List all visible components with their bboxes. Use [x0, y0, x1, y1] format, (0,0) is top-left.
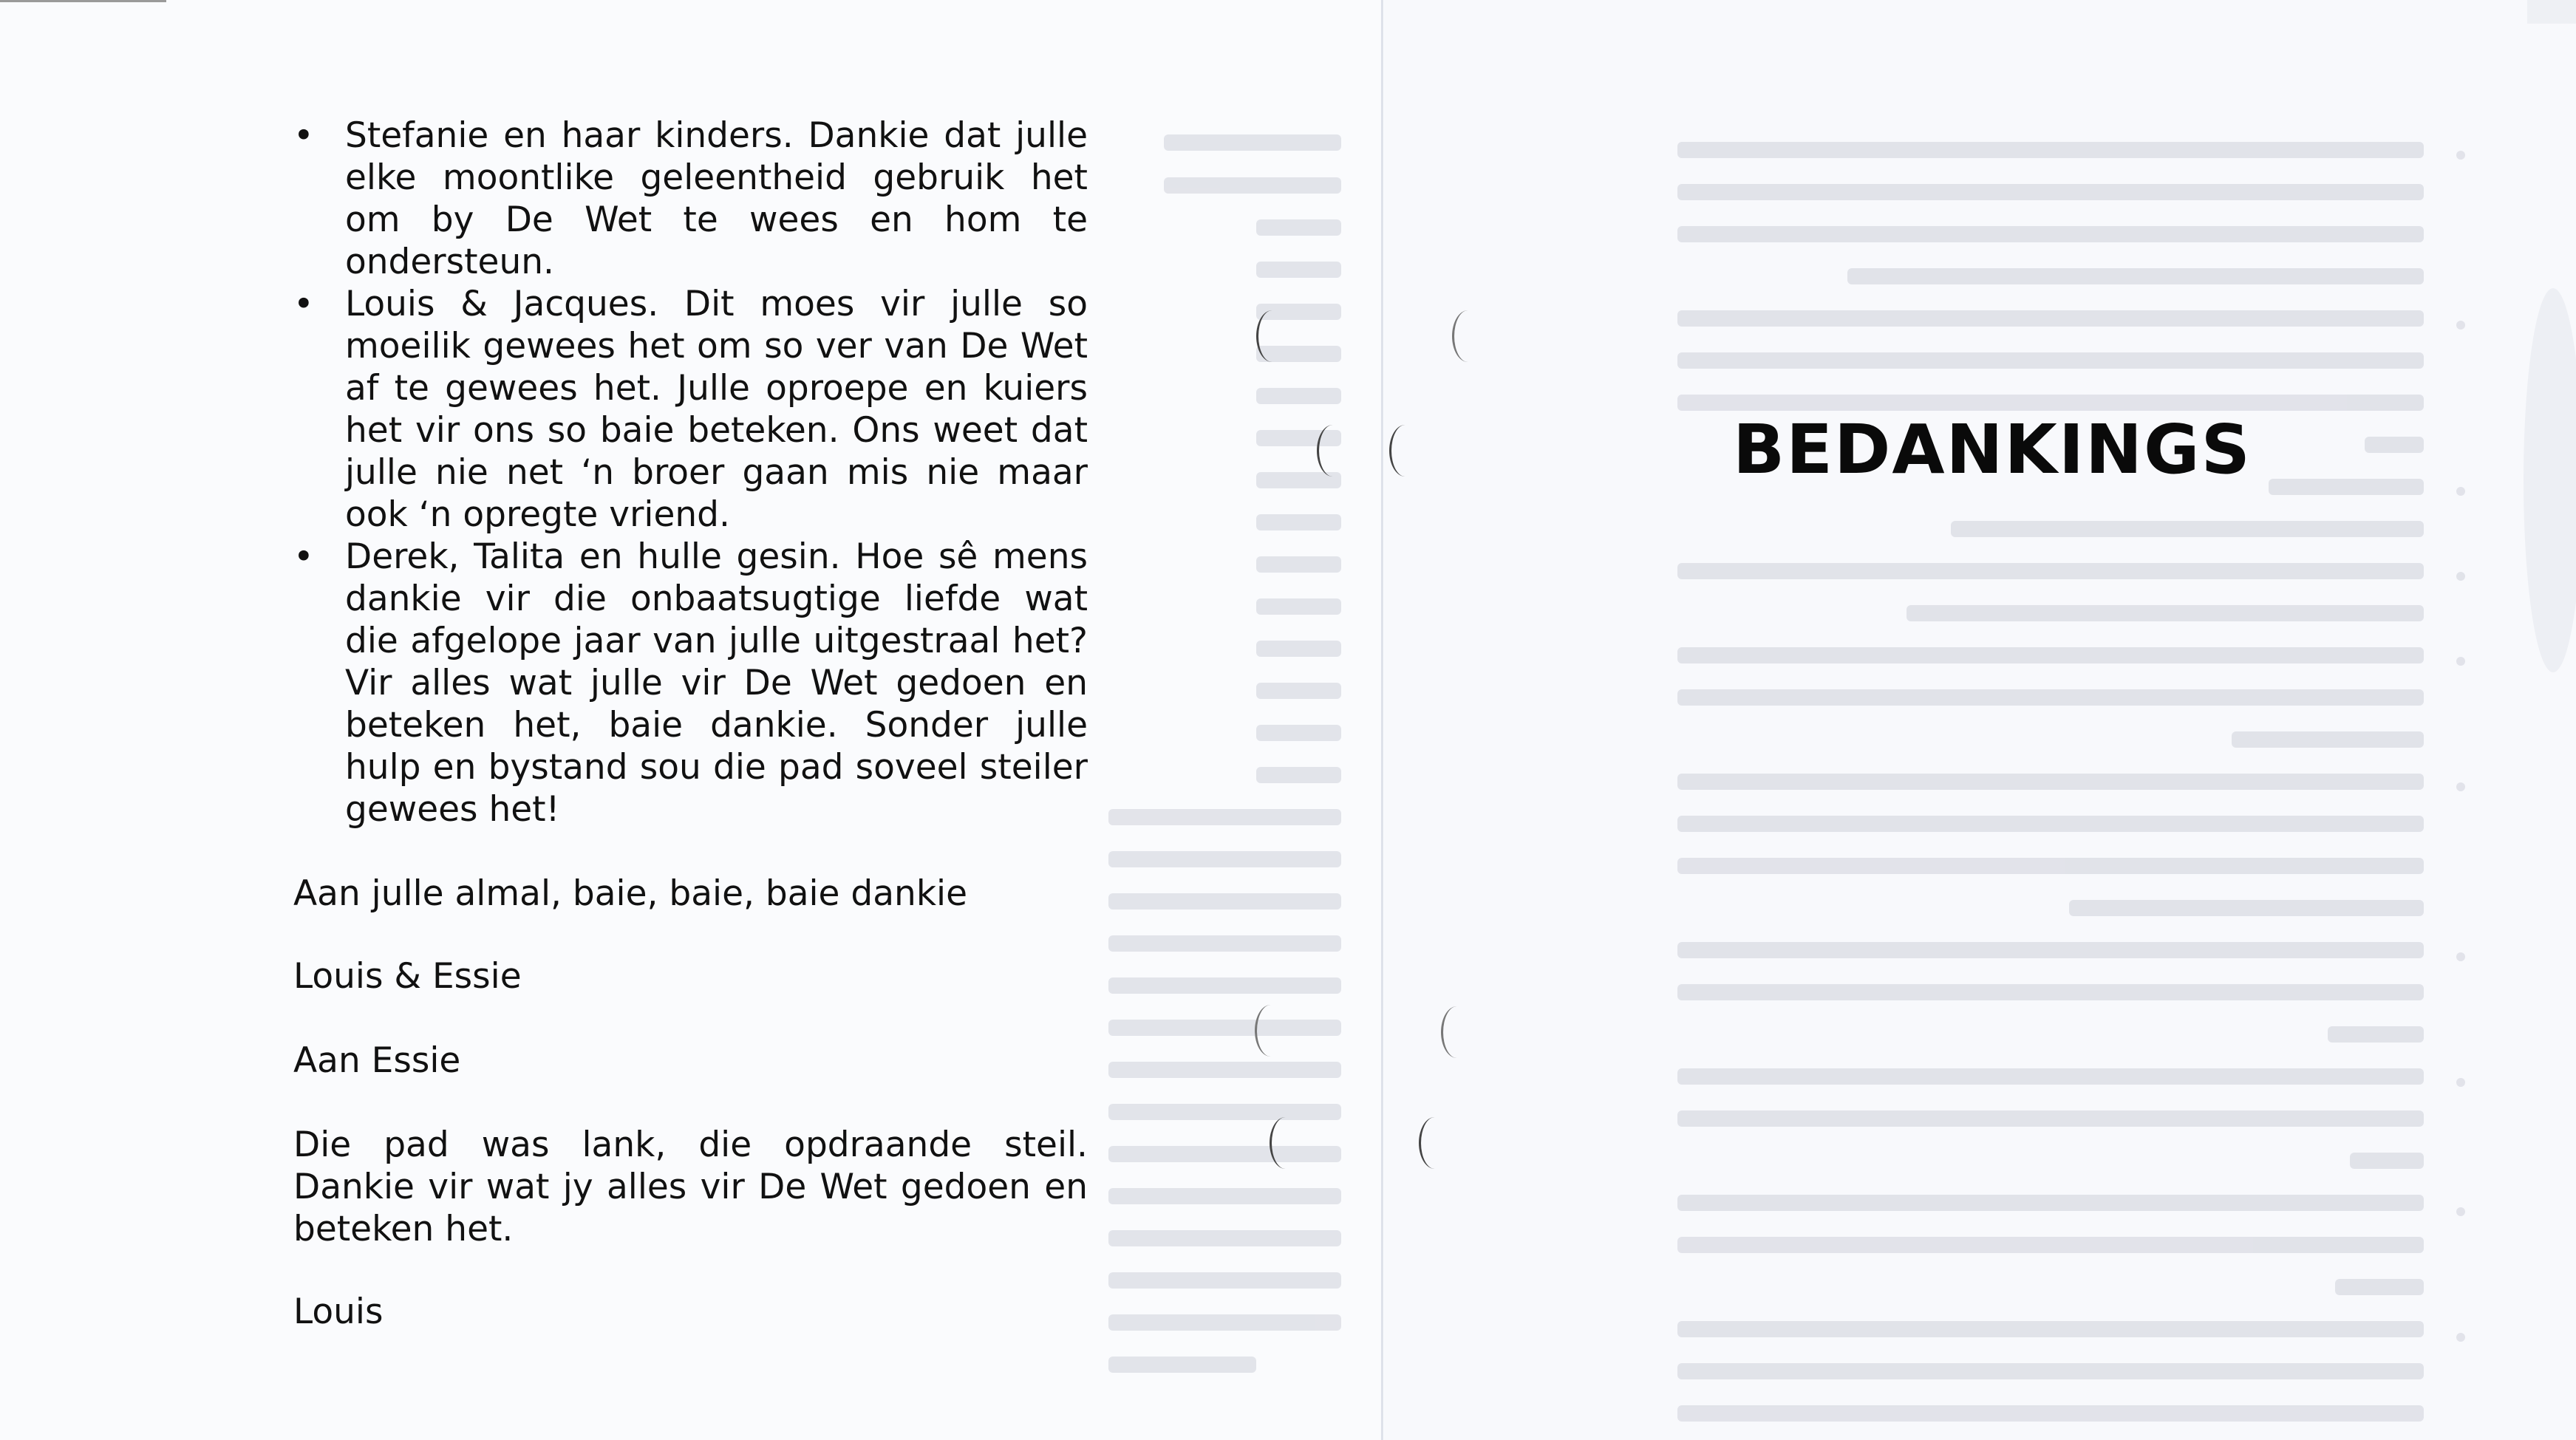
ghost-line — [1677, 774, 2424, 790]
ghost-line — [1677, 647, 2424, 663]
ghost-line — [1108, 1188, 1341, 1204]
ghost-bullet — [2456, 1078, 2465, 1087]
ghost-line — [1677, 184, 2424, 200]
thanks-derek-talita: Derek, Talita en hulle gesin. Hoe sê mens dankie vir die onbaatsugtige liefde wat die afgelope jaar van julle uitgestraal het? Vir alles wat julle vir De Wet gedoen en beteken het, baie dankie. Sonder julle hulp en bystand sou die pad soveel steiler gewees het! — [345, 536, 1088, 830]
left-page-text — [293, 115, 1088, 1333]
bullet-icon: • — [293, 536, 314, 577]
ghost-line — [1677, 1363, 2424, 1379]
ghost-bullet — [2456, 782, 2465, 791]
ghost-line — [1108, 1062, 1341, 1078]
ghost-line — [2269, 479, 2424, 495]
ghost-line — [1677, 352, 2424, 369]
ghost-line — [1108, 935, 1341, 952]
ghost-bullet — [2456, 1333, 2465, 1342]
ghost-line — [1256, 725, 1341, 741]
ghost-line — [2232, 731, 2424, 748]
thanks-louis-jacques: Louis & Jacques. Dit moes vir julle so moeilik gewees het om so ver van De Wet af te gewees het. Julle oproepe en kuiers het vir ons so baie beteken. Ons weet dat julle nie net ‘n broer gaan mis nie maar ook ‘n opregte vriend. — [345, 284, 1088, 535]
list-item — [293, 115, 1088, 283]
page-title: BEDANKINGS — [1733, 410, 2252, 489]
ghost-line — [1164, 134, 1341, 151]
ghost-line — [1951, 521, 2424, 537]
ghost-line — [1677, 142, 2424, 158]
ghost-line — [1677, 689, 2424, 706]
scan-shadow — [2524, 288, 2576, 672]
ghost-line — [1677, 942, 2424, 958]
ghost-line — [1907, 605, 2424, 621]
thanks-stefanie: Stefanie en haar kinders. Dankie dat julle elke moontlike geleentheid gebruik het om by De Wet te wees en hom te ondersteun. — [345, 115, 1088, 282]
ghost-line — [1108, 1272, 1341, 1289]
ghost-line — [1256, 767, 1341, 783]
ghost-line — [1677, 226, 2424, 242]
ghost-line — [1256, 219, 1341, 236]
thanks-list — [293, 115, 1088, 830]
ghost-line — [1677, 1237, 2424, 1253]
signature-louis: Louis — [293, 1291, 384, 1332]
ghost-line — [1108, 1020, 1341, 1036]
ghost-line — [1108, 1146, 1341, 1162]
ghost-line — [2350, 1153, 2424, 1169]
punch-hole — [1256, 310, 1288, 362]
ghost-line — [1256, 598, 1341, 615]
ghost-line — [1256, 683, 1341, 699]
ghost-line — [1256, 388, 1341, 404]
ghost-line — [1847, 268, 2424, 284]
list-item — [293, 536, 1088, 830]
ghost-line — [2335, 1279, 2424, 1295]
ghost-line — [1256, 641, 1341, 657]
ghost-line — [1677, 1110, 2424, 1127]
ghost-line — [1108, 1314, 1341, 1331]
ghost-line — [1677, 563, 2424, 579]
ghost-line — [2328, 1026, 2424, 1043]
ghost-line — [1677, 858, 2424, 874]
ghost-bullet — [2456, 657, 2465, 666]
ghost-line — [1677, 310, 2424, 327]
ghost-line — [1677, 395, 2424, 411]
ghost-line — [1677, 816, 2424, 832]
punch-hole — [1255, 1005, 1287, 1057]
closing-line: Aan julle almal, baie, baie, baie dankie — [293, 873, 968, 914]
ghost-line — [1256, 556, 1341, 573]
ghost-line — [1108, 977, 1341, 994]
punch-hole — [1441, 1006, 1473, 1058]
salutation-essie: Aan Essie — [293, 1040, 461, 1081]
punch-hole — [1270, 1117, 1301, 1169]
ghost-line — [1677, 984, 2424, 1000]
ghost-bullet — [2456, 1207, 2465, 1216]
punch-hole — [1389, 425, 1421, 477]
ghost-bullet — [2456, 321, 2465, 330]
ghost-line — [1677, 1068, 2424, 1085]
list-item — [293, 283, 1088, 536]
ghost-line — [1108, 851, 1341, 867]
ghost-line — [1677, 1195, 2424, 1211]
punch-hole — [1317, 425, 1349, 477]
bullet-icon: • — [293, 284, 314, 324]
ghost-line — [1108, 809, 1341, 825]
ghost-line — [1256, 262, 1341, 278]
essie-message: Die pad was lank, die opdraande steil. Dankie vir wat jy alles vir De Wet gedoen en beteken het. — [293, 1125, 1088, 1249]
ghost-line — [2365, 437, 2424, 453]
ghost-line — [2069, 900, 2424, 916]
ghost-line — [1108, 1230, 1341, 1246]
ghost-line — [1677, 1321, 2424, 1337]
ghost-line — [1256, 514, 1341, 530]
signature-louis-essie: Louis & Essie — [293, 956, 522, 997]
punch-hole — [1419, 1117, 1451, 1169]
ghost-bullet — [2456, 572, 2465, 581]
ghost-line — [1108, 893, 1341, 910]
punch-hole — [1452, 310, 1484, 362]
ghost-line — [1677, 1405, 2424, 1422]
ghost-bullet — [2456, 487, 2465, 496]
ghost-line — [1164, 177, 1341, 194]
ghost-bullet — [2456, 151, 2465, 160]
ghost-line — [1108, 1357, 1256, 1373]
ghost-bullet — [2456, 952, 2465, 961]
ghost-line — [1108, 1104, 1341, 1120]
bullet-icon: • — [293, 115, 314, 156]
